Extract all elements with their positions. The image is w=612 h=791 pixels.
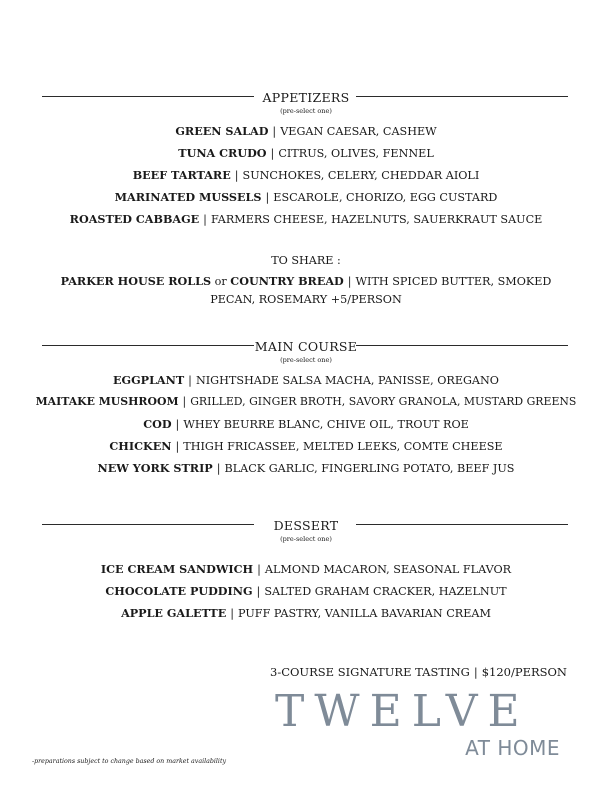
item-name: ROASTED CABBAGE <box>69 212 200 226</box>
appetizers-header <box>0 90 612 115</box>
main-course-header <box>0 339 612 364</box>
disclaimer-note: -preparations subject to change based on market availability <box>32 758 227 765</box>
share-desc: WITH SPICED BUTTER, SMOKED PECAN, ROSEMARY +5/PERSON <box>210 275 552 306</box>
item-name: CHOCOLATE PUDDING <box>105 584 253 598</box>
item-name: BEEF TARTARE <box>132 168 231 182</box>
item-desc: ESCAROLE, CHORIZO, EGG CUSTARD <box>273 191 498 204</box>
item-name: GREEN SALAD <box>175 124 269 138</box>
item-desc: SUNCHOKES, CELERY, CHEDDAR AIOLI <box>242 169 480 182</box>
menu-item-green-salad <box>0 124 612 139</box>
item-name: MAITAKE MUSHROOM <box>35 395 179 408</box>
item-desc: BLACK GARLIC, FINGERLING POTATO, BEEF JUS <box>224 462 515 475</box>
item-name: ICE CREAM SANDWICH <box>100 562 254 576</box>
item-name: MARINATED MUSSELS <box>114 190 262 204</box>
item-separator: | <box>203 213 207 226</box>
menu-item-chocolate-pudding <box>0 584 612 599</box>
item-name: COD <box>143 417 172 431</box>
share-item-2: COUNTRY BREAD <box>230 274 344 288</box>
item-desc: CITRUS, OLIVES, FENNEL <box>278 147 434 160</box>
item-desc: PUFF PASTRY, VANILLA BAVARIAN CREAM <box>238 607 491 620</box>
to-share-label: TO SHARE : <box>271 254 341 267</box>
item-separator: | <box>270 147 275 160</box>
item-separator: | <box>257 563 261 576</box>
brand-logo-subtitle: AT HOME <box>465 736 560 760</box>
item-separator: | <box>175 440 180 453</box>
item-desc: SALTED GRAHAM CRACKER, HAZELNUT <box>264 585 507 598</box>
tasting-amount: $120/PERSON <box>481 665 567 679</box>
dessert-title: DESSERT <box>273 518 339 533</box>
menu-item-cod <box>0 417 612 432</box>
item-name: APPLE GALETTE <box>121 606 227 620</box>
tasting-separator: | <box>473 665 478 679</box>
item-separator: | <box>272 125 277 138</box>
item-desc: ALMOND MACARON, SEASONAL FLAVOR <box>264 563 512 576</box>
appetizers-subtitle: (pre-select one) <box>280 107 332 115</box>
menu-item-apple-galette <box>0 606 612 621</box>
tasting-price <box>270 665 610 679</box>
item-separator: | <box>234 169 239 182</box>
item-separator: | <box>265 191 270 204</box>
item-desc: FARMERS CHEESE, HAZELNUTS, SAUERKRAUT SAUCE <box>210 213 543 226</box>
item-desc: VEGAN CAESAR, CASHEW <box>280 125 437 138</box>
menu-item-beef-tartare <box>0 168 612 183</box>
item-desc: THIGH FRICASSEE, MELTED LEEKS, COMTE CHEESE <box>183 440 503 453</box>
share-item-1: PARKER HOUSE ROLLS <box>60 274 212 288</box>
item-name: TUNA CRUDO <box>178 146 267 160</box>
menu-item-tuna-crudo <box>0 146 612 161</box>
menu-item-ice-cream-sandwich <box>0 562 612 577</box>
dessert-header <box>0 518 612 543</box>
share-or: or <box>214 275 227 288</box>
menu-item-eggplant <box>0 373 612 388</box>
dessert-subtitle: (pre-select one) <box>280 535 332 543</box>
tasting-label: 3-COURSE SIGNATURE TASTING <box>270 665 470 679</box>
share-separator: | <box>347 275 352 288</box>
item-separator: | <box>230 607 235 620</box>
menu-item-chicken <box>0 439 612 454</box>
item-separator: | <box>216 462 221 475</box>
main-course-subtitle: (pre-select one) <box>280 356 332 364</box>
to-share-item <box>60 272 552 309</box>
menu-item-new-york-strip <box>0 461 612 476</box>
item-name: EGGPLANT <box>113 373 185 387</box>
brand-logo-name: TWELVE <box>275 686 530 737</box>
menu-item-maitake-mushroom <box>0 395 612 409</box>
menu-item-roasted-cabbage <box>0 212 612 227</box>
appetizers-title: APPETIZERS <box>262 90 350 105</box>
menu-item-marinated-mussels <box>0 190 612 205</box>
main-course-title: MAIN COURSE <box>254 339 358 354</box>
item-desc: NIGHTSHADE SALSA MACHA, PANISSE, OREGANO <box>195 374 499 387</box>
item-name: NEW YORK STRIP <box>97 461 213 475</box>
item-separator: | <box>188 374 192 387</box>
item-name: CHICKEN <box>109 439 172 453</box>
item-desc: WHEY BEURRE BLANC, CHIVE OIL, TROUT ROE <box>183 418 469 431</box>
item-separator: | <box>182 395 187 408</box>
item-desc: GRILLED, GINGER BROTH, SAVORY GRANOLA, MUSTARD GREENS <box>190 395 577 408</box>
item-separator: | <box>256 585 261 598</box>
item-separator: | <box>175 418 180 431</box>
